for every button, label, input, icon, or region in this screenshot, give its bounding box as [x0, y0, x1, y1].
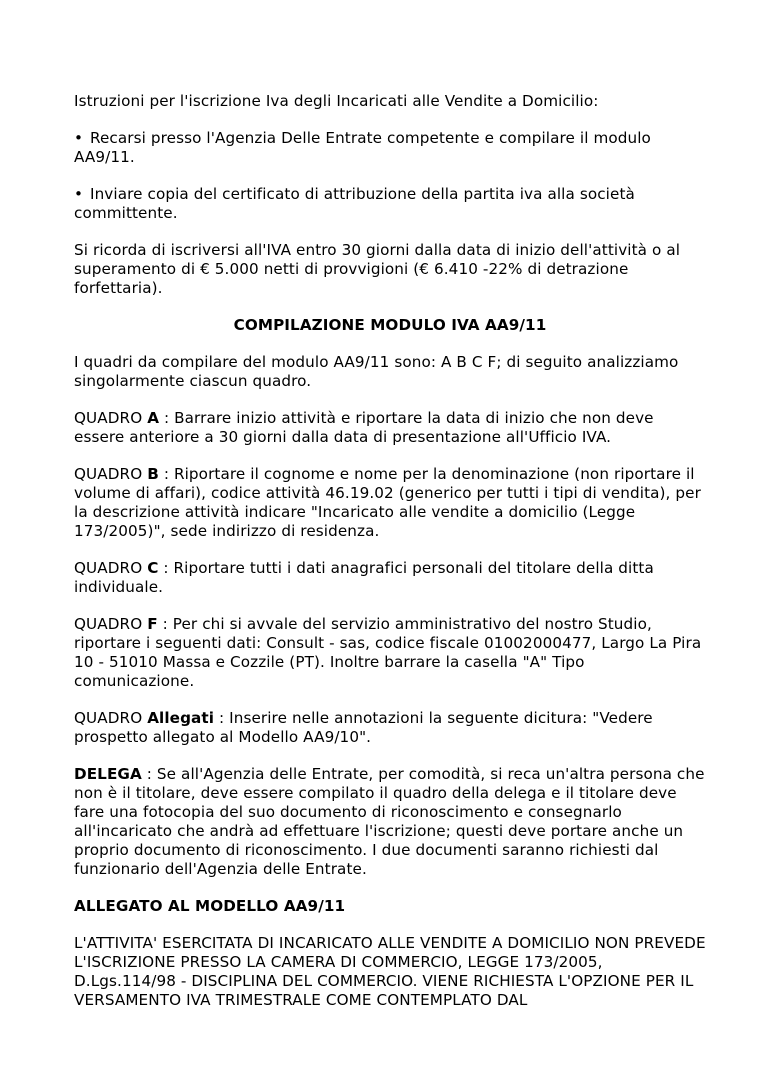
bullet-icon: • — [74, 129, 84, 147]
quadro-text: : Inserire nelle annotazioni la seguente dicitura: "Vedere prospetto allegato al Modello AA9/10". — [74, 709, 653, 746]
quadro-letter: B — [147, 465, 159, 483]
section-title: COMPILAZIONE MODULO IVA AA9/11 — [233, 316, 547, 334]
quadri-intro-paragraph: I quadri da compilare del modulo AA9/11 sono: A B C F; di seguito analizziamo singolarmente ciascun quadro. — [74, 353, 679, 390]
bullet-item-1 — [74, 129, 706, 167]
quadro-prefix: QUADRO — [74, 615, 148, 633]
quadro-prefix: QUADRO — [74, 465, 148, 483]
intro-paragraph: Istruzioni per l'iscrizione Iva degli Incaricati alle Vendite a Domicilio: — [74, 92, 599, 110]
bullet-item-2 — [74, 185, 706, 223]
reminder-paragraph: Si ricorda di iscriversi all'IVA entro 30 giorni dalla data di inizio dell'attività o al superamento di € 5.000 netti di provvigioni (€ 6.410 -22% di detrazione forfettaria). — [74, 241, 681, 297]
bullet-text-2: Inviare copia del certificato di attribuzione della partita iva alla società committente. — [74, 185, 635, 222]
quadro-text: : Barrare inizio attività e riportare la data di inizio che non deve essere anteriore a 30 giorni dalla data di presentazione all'Ufficio IVA. — [74, 409, 654, 446]
quadro-letter: C — [147, 559, 159, 577]
quadro-prefix: QUADRO — [74, 559, 148, 577]
quadro-text: : Riportare tutti i dati anagrafici personali del titolare della ditta individuale. — [74, 559, 654, 596]
quadro-prefix: QUADRO — [74, 409, 148, 427]
allegato-paragraph: L'ATTIVITA' ESERCITATA DI INCARICATO ALLE VENDITE A DOMICILIO NON PREVEDE L'ISCRIZIONE PRESSO LA CAMERA DI COMMERCIO, LEGGE 173/2005, D.Lgs.114/98 - DISCIPLINA DEL COMMERCIO. VIENE RICHIESTA L'OPZIONE PER IL VERSAMENTO IVA TRIMESTRALE COME CONTEMPLATO DAL — [74, 934, 706, 1009]
quadro-letter: A — [147, 409, 160, 427]
bullet-icon: • — [74, 185, 84, 203]
quadro-letter: Allegati — [147, 709, 215, 727]
quadro-f-paragraph — [74, 615, 706, 691]
delega-paragraph — [74, 765, 706, 879]
quadro-b-paragraph — [74, 465, 706, 541]
quadro-text: : Riportare il cognome e nome per la denominazione (non riportare il volume di affari), codice attività 46.19.02 (generico per tutti i tipi di vendita), per la descrizione attività indicare "Incaricato alle vendite a domicilio (Legge 173/2005)", sede indirizzo di residenza. — [74, 465, 701, 540]
quadro-prefix: QUADRO — [74, 709, 148, 727]
delega-label: DELEGA — [74, 765, 142, 783]
quadro-text: : Per chi si avvale del servizio amministrativo del nostro Studio, riportare i seguenti dati: Consult - sas, codice fiscale 01002000477, Largo La Pira 10 - 51010 Massa e Cozzile (PT). Inoltre barrare la casella "A" Tipo comunicazione. — [74, 615, 702, 690]
quadro-c-paragraph — [74, 559, 706, 597]
bullet-text-1: Recarsi presso l'Agenzia Delle Entrate competente e compilare il modulo AA9/11. — [74, 129, 651, 166]
document-page — [74, 92, 706, 1028]
allegato-title: ALLEGATO AL MODELLO AA9/11 — [74, 897, 346, 915]
quadro-a-paragraph — [74, 409, 706, 447]
quadro-letter: F — [147, 615, 158, 633]
quadro-allegati-paragraph — [74, 709, 706, 747]
delega-text: : Se all'Agenzia delle Entrate, per comodità, si reca un'altra persona che non è il titolare, deve essere compilato il quadro della delega e il titolare deve fare una fotocopia del suo documento di riconoscimento e consegnarlo all'incaricato che andrà ad effettuare l'iscrizione; questi deve portare anche un proprio documento di riconoscimento. I due documenti saranno richiesti dal funzionario dell'Agenzia delle Entrate. — [74, 765, 705, 878]
